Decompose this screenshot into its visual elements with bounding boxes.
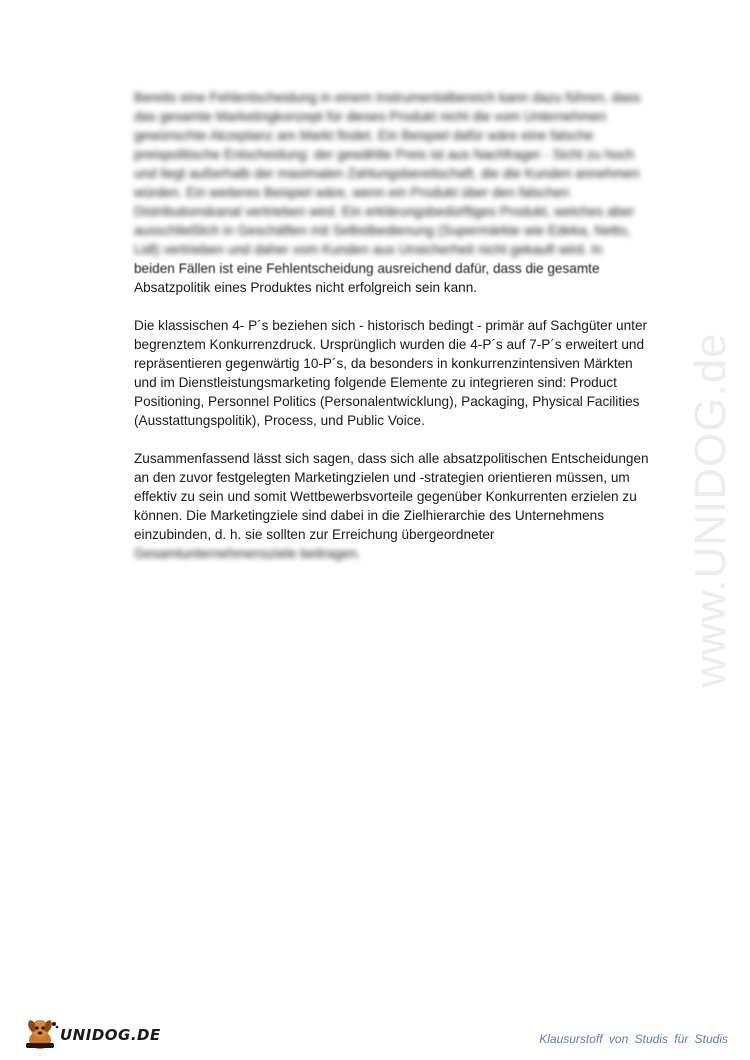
document-body [134, 88, 659, 582]
text-line: gewünschte Akzeptanz am Markt findet. Ein Beispiel dafür wäre eine falsche [134, 128, 594, 143]
text-line: repräsentieren gegenwärtig 10-P´s, da besonders in konkurrenzintensiven Märkten [134, 356, 633, 371]
text-line: Die klassischen 4- P´s beziehen sich - historisch bedingt - primär auf Sachgüter unter [134, 318, 648, 333]
text-line: effektiv zu sein und somit Wettbewerbsvorteile gegenüber Konkurrenten erzielen zu [134, 489, 637, 504]
text-line: können. Die Marketingziele sind dabei in die Zielhierarchie des Unternehmens [134, 508, 604, 523]
paragraph-summary [134, 449, 659, 563]
footer-tagline: Klausurstoff von Studis für Studis [539, 1032, 728, 1046]
text-line: preispolitische Entscheidung: der gewählte Preis ist aus Nachfrager - Sicht zu hoch [134, 147, 635, 162]
text-line: ausschließlich in Geschäften mit Selbstbedienung (Supermärkte wie Edeka, Netto, [134, 223, 631, 238]
logo-text: UNIDOG.DE [60, 1026, 161, 1044]
dog-mascot-icon [20, 1016, 60, 1052]
text-line: und liegt außerhalb der maximalen Zahlungsbereitschaft, die die Kunden annehmen [134, 166, 640, 181]
text-line: Absatzpolitik eines Produktes nicht erfolgreich sein kann. [134, 280, 478, 295]
text-line: einzubinden, d. h. sie sollten zur Erreichung übergeordneter [134, 527, 495, 542]
text-line: beiden Fällen ist eine Fehlentscheidung ausreichend dafür, dass die gesamte [134, 261, 600, 276]
text-line: Positioning, Personnel Politics (Personalentwicklung), Packaging, Physical Facilities [134, 394, 640, 409]
watermark: www.UNIDOG.de [686, 332, 735, 688]
text-line: Lidl) vertrieben und daher vom Kunden aus Unsicherheit nicht gekauft wird. In [134, 242, 603, 257]
text-line: Distributionskanal vertrieben wird. Ein erklärungsbedürftiges Produkt, welches aber [134, 204, 635, 219]
paragraph-blurred-intro [134, 88, 659, 297]
text-line: an den zuvor festgelegten Marketingzielen und -strategien orientieren müssen, um [134, 470, 630, 485]
unidog-logo[interactable] [20, 1016, 160, 1052]
text-line: und im Dienstleistungsmarketing folgende Elemente zu integrieren sind: Product [134, 375, 617, 390]
text-line: (Ausstattungspolitik), Process, und Public Voice. [134, 413, 425, 428]
text-line: Zusammenfassend lässt sich sagen, dass sich alle absatzpolitischen Entscheidungen [134, 451, 649, 466]
paragraph-4p [134, 316, 659, 430]
text-line: das gesamte Marketingkonzept für dieses Produkt nicht die vom Unternehmen [134, 109, 607, 124]
text-line: Gesamtunternehmensziele beitragen. [134, 546, 361, 561]
text-line: würden. Ein weiteres Beispiel wäre, wenn ein Produkt über den falschen [134, 185, 570, 200]
text-line: begrenztem Konkurrenzdruck. Ursprünglich wurden die 4-P´s auf 7-P´s erweitert und [134, 337, 644, 352]
text-line: Bereits eine Fehlentscheidung in einem Instrumentalbereich kann dazu führen, dass [134, 90, 641, 105]
